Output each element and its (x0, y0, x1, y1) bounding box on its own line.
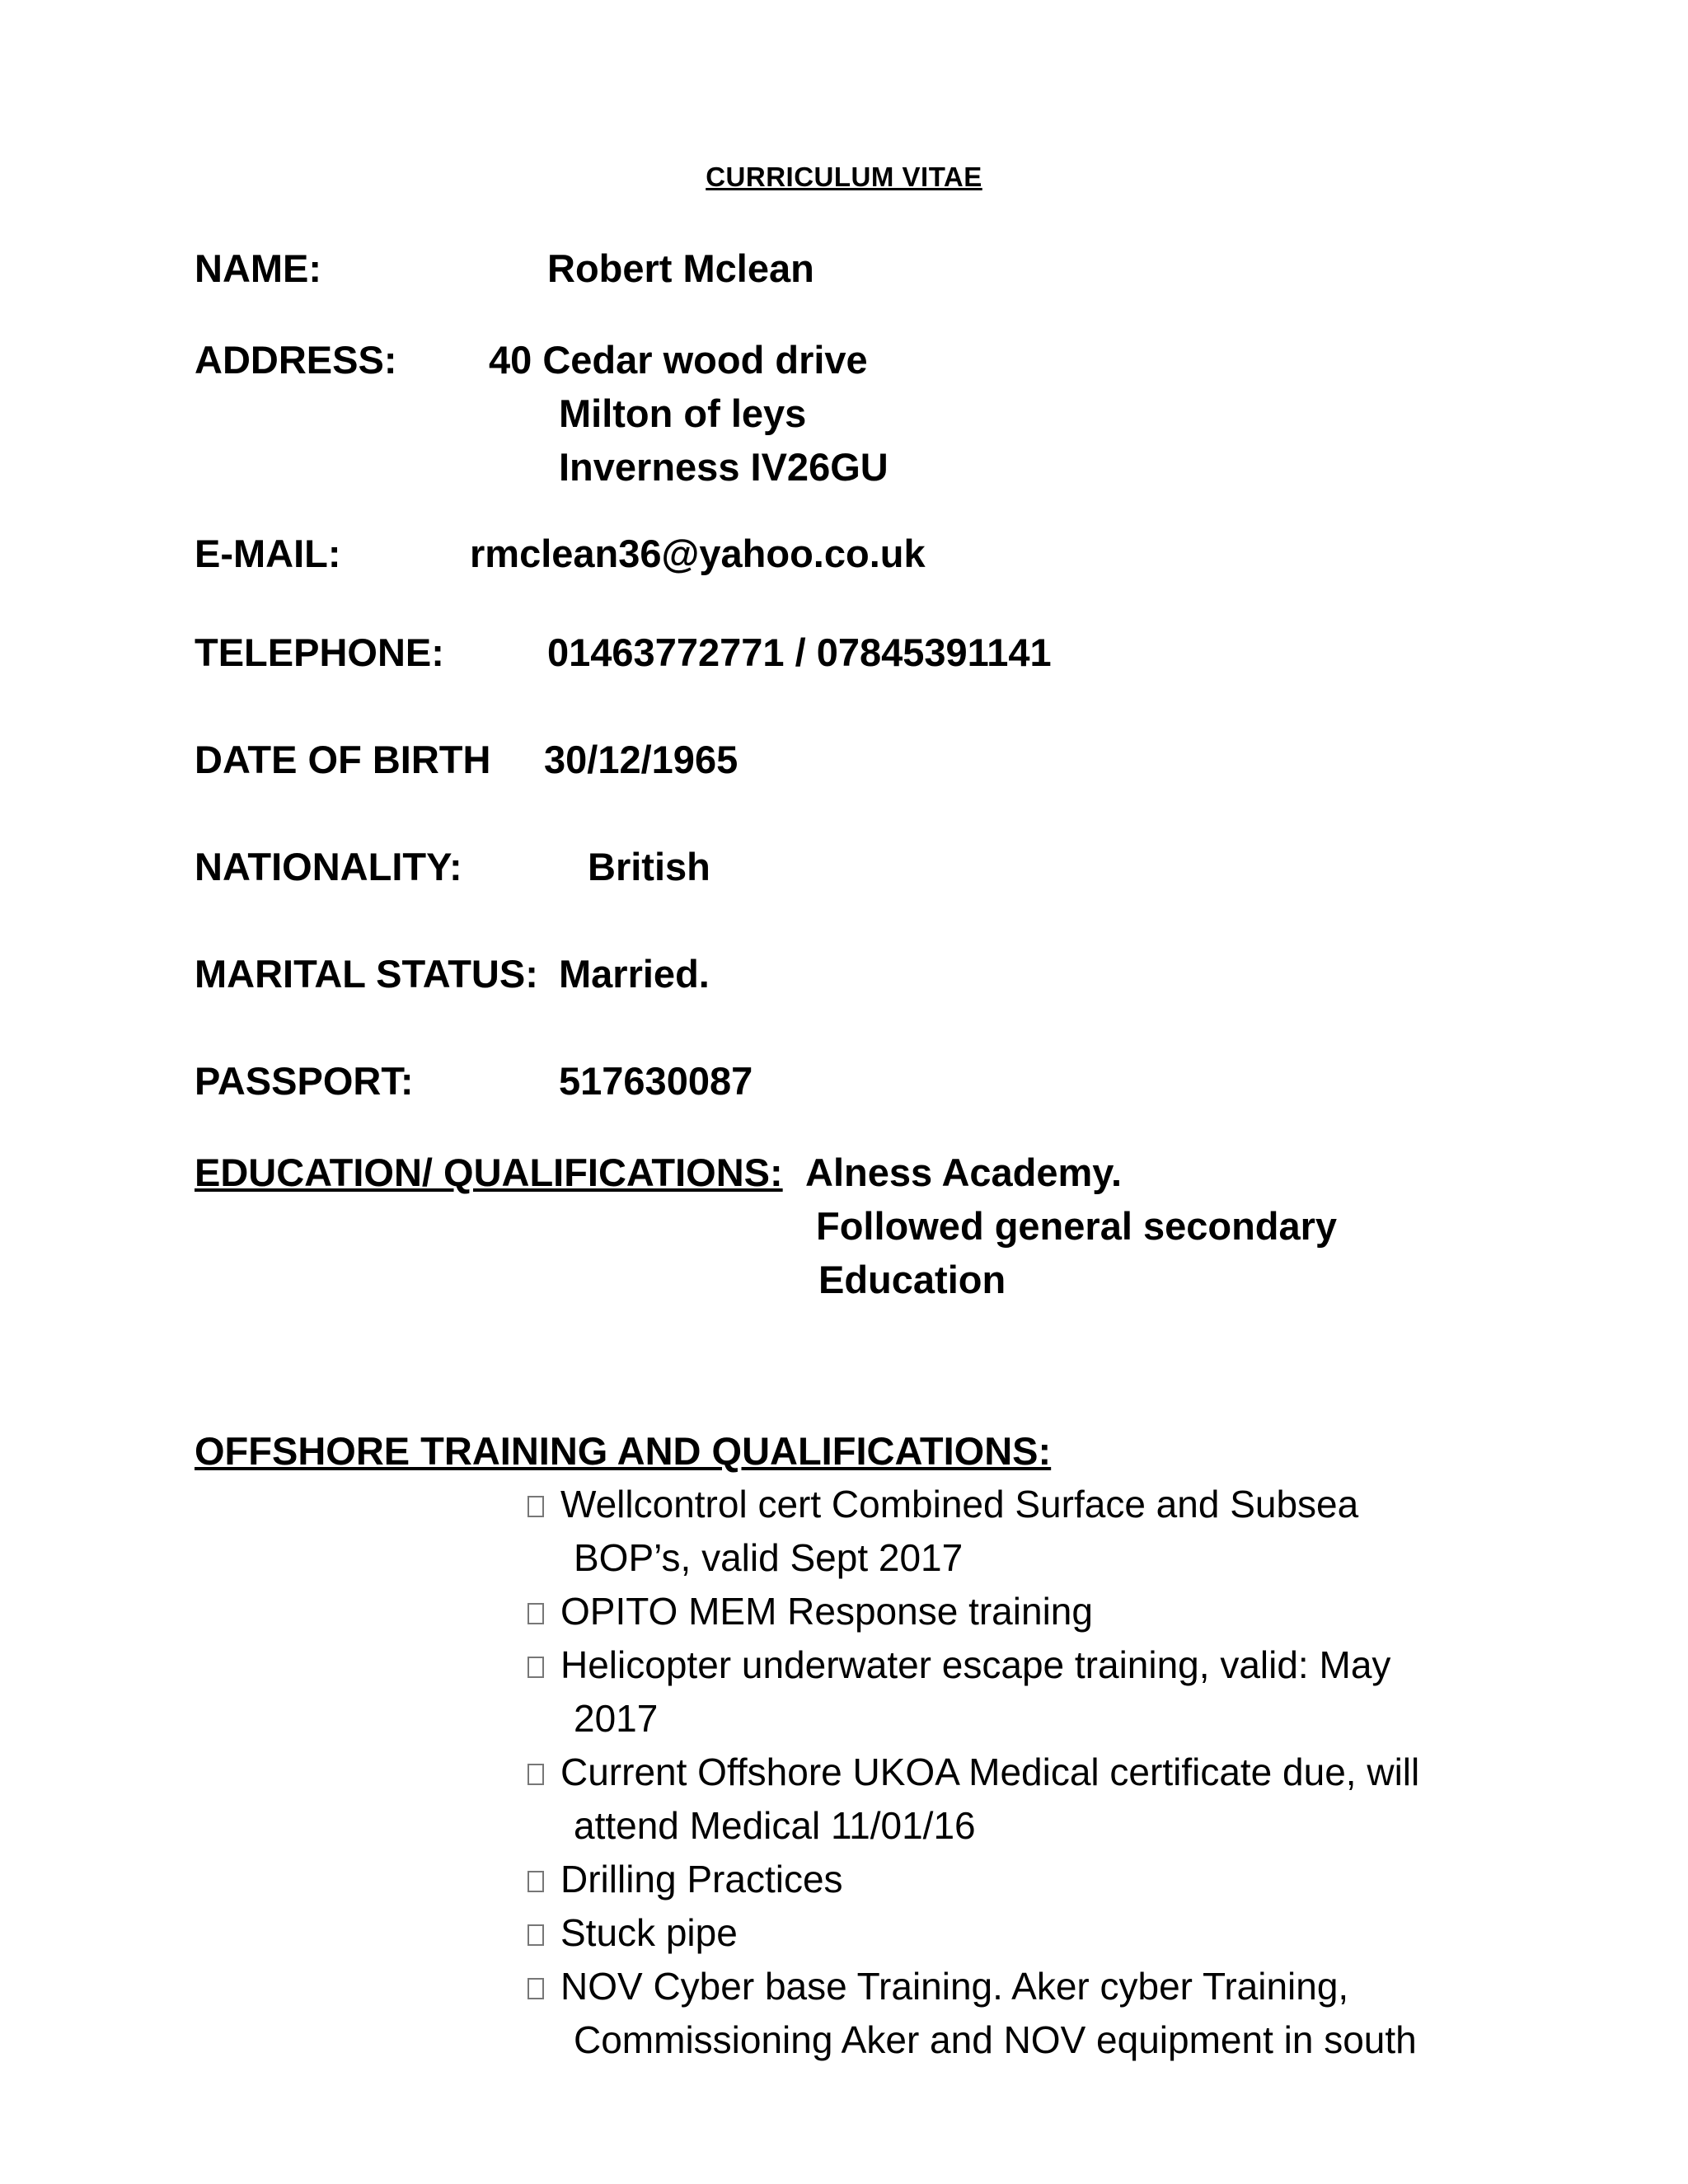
list-item-line: NOV Cyber base Training. Aker cyber Training, (560, 1965, 1349, 2008)
bullet-box-icon (528, 1603, 544, 1624)
address-label: ADDRESS: (195, 338, 397, 382)
education-line-3: Education (818, 1258, 1006, 1301)
list-item (528, 1853, 1517, 1906)
list-item-line: OPITO MEM Response training (560, 1590, 1093, 1633)
address-line-2: Milton of leys (559, 391, 807, 435)
marital-status-value: Married. (559, 952, 710, 996)
dob-value: 30/12/1965 (544, 738, 738, 781)
nationality-value: British (588, 845, 710, 888)
education-line-1: Alness Academy. (805, 1151, 1123, 1194)
list-item (528, 1746, 1517, 1853)
list-item-line: Stuck pipe (560, 1911, 738, 1954)
address-line-1: 40 Cedar wood drive (489, 338, 868, 382)
bullet-box-icon (528, 1764, 544, 1785)
telephone-value: 01463772771 / 07845391141 (547, 630, 1052, 674)
offshore-training-heading: OFFSHORE TRAINING AND QUALIFICATIONS: (195, 1429, 1052, 1473)
list-item-line: Commissioning Aker and NOV equipment in south (574, 2018, 1417, 2061)
list-item-line: Helicopter underwater escape training, valid: May (560, 1643, 1391, 1686)
dob-label: DATE OF BIRTH (195, 738, 491, 781)
bullet-box-icon (528, 1496, 544, 1517)
list-item (528, 1960, 1517, 2067)
list-item (528, 1585, 1517, 1638)
passport-label: PASSPORT: (195, 1059, 414, 1103)
list-item-line: attend Medical 11/01/16 (574, 1804, 976, 1847)
email-label: E-MAIL: (195, 532, 341, 575)
address-line-3: Inverness IV26GU (559, 445, 889, 489)
offshore-training-list (528, 1478, 1517, 2067)
bullet-box-icon (528, 1871, 544, 1892)
document-title: CURRICULUM VITAE (706, 162, 982, 192)
list-item-line: BOP’s, valid Sept 2017 (574, 1536, 964, 1579)
bullet-box-icon (528, 1657, 544, 1678)
list-item-line: Current Offshore UKOA Medical certificate due, will (560, 1750, 1420, 1793)
marital-status-label: MARITAL STATUS: (195, 952, 538, 996)
list-item (528, 1638, 1517, 1746)
bullet-box-icon (528, 1978, 544, 1999)
nationality-label: NATIONALITY: (195, 845, 462, 888)
education-heading: EDUCATION/ QUALIFICATIONS: (195, 1151, 783, 1194)
list-item (528, 1478, 1517, 1585)
list-item (528, 1906, 1517, 1960)
name-label: NAME: (195, 246, 322, 290)
bullet-box-icon (528, 1924, 544, 1946)
passport-value: 517630087 (559, 1059, 753, 1103)
name-value: Robert Mclean (547, 246, 814, 290)
telephone-label: TELEPHONE: (195, 630, 444, 674)
email-value: rmclean36@yahoo.co.uk (470, 532, 926, 575)
education-line-2: Followed general secondary (816, 1204, 1338, 1248)
list-item-line: 2017 (574, 1697, 659, 1740)
list-item-line: Drilling Practices (560, 1858, 843, 1900)
list-item-line: Wellcontrol cert Combined Surface and Subsea (560, 1483, 1359, 1526)
